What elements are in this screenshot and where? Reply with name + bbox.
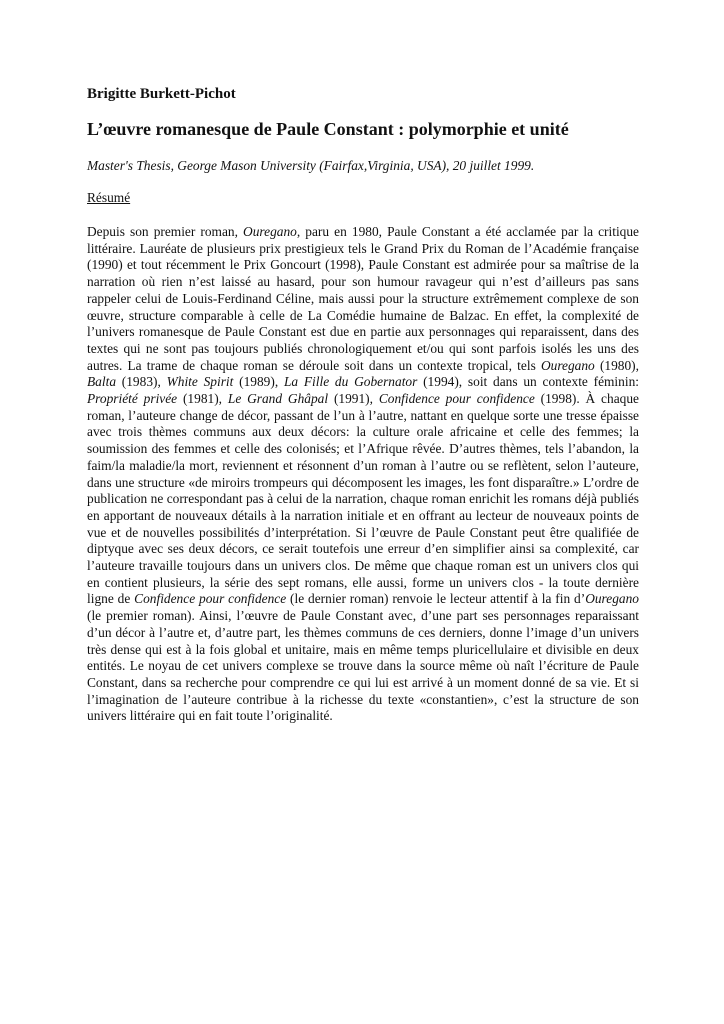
abstract-text: , paru en 1980, Paule Constant a été acclamée par la critique littéraire. Lauréate de plusieurs prix prestigieux tels le Grand Prix du Roman de l’Académie française (1990) et tout récemment le Prix Goncourt (1998), Paule Constant est admirée pour sa maîtrise de la narration où rien n’est laissé au hasard, pour son humour ravageur qui n’est d’ailleurs pas sans rappeler celui de Louis-Ferdinand Céline, mais aussi pour la structure extrêmement complexe de son œuvre, structure comparable à celle de La Comédie humaine de Balzac. En effet, la complexité de l’univers romanesque de Paule Constant est due en partie aux personnages qui reparaissent, dans des textes qui ne sont pas toujours publiés chronologiquement et/ou qui sont parfois isolés les uns des autres. La trame de chaque roman se déroule soit dans un contexte tropical, tels	[87, 224, 639, 373]
author-name: Brigitte Burkett-Pichot	[87, 86, 236, 102]
book-title: Ouregano	[585, 591, 639, 607]
abstract-heading: Résumé	[87, 190, 131, 205]
book-title: Propriété privée	[87, 391, 178, 407]
book-title: White Spirit	[166, 374, 234, 390]
book-title: La Fille du Gobernator	[283, 374, 418, 390]
abstract-text: (le premier roman). Ainsi, l’œuvre de Paule Constant avec, d’une part ses personnages reparaissant d’un décor à l’autre et, d’autre part, les thèmes communs de ces derniers, donne l’image d’un univers très dense qui est à la fois global et unitaire, mais en même temps pluricellulaire et divisible en deux entités. Le noyau de cet univers complexe se trouve dans la source même où naît l’écriture de Paule Constant, dans sa recherche pour comprendre ce qui lui est arrivé à un moment donné de sa vie. Et si l’imagination de l’auteure contribue à la richesse du texte «constantien», c’est la structure de son univers littéraire qui en fait toute l’originalité.	[87, 608, 639, 724]
book-title: Confidence pour confidence	[378, 391, 535, 407]
abstract-paragraph	[87, 224, 639, 725]
abstract-text: (1989),	[233, 374, 284, 390]
abstract-text: Depuis son premier roman,	[87, 224, 244, 239]
abstract-text: (1981),	[177, 391, 228, 407]
book-title: Ouregano	[243, 224, 297, 239]
thesis-info: Master's Thesis, George Mason University (Fairfax,Virginia, USA), 20 juillet 1999.	[87, 158, 535, 173]
abstract-text: (1983),	[116, 374, 167, 390]
abstract-text: (1991),	[328, 391, 379, 407]
abstract-text: (1994), soit dans un contexte féminin:	[417, 374, 639, 390]
book-title: Le Grand Ghâpal	[227, 391, 329, 407]
document-title: L’œuvre romanesque de Paule Constant : polymorphie et unité	[87, 119, 569, 139]
document-page	[87, 84, 639, 725]
abstract-text: (1980),	[594, 357, 639, 373]
abstract-text: (1998). À chaque roman, l’auteure change de décor, passant de l’un à l’autre, nattant en quelque sorte une tresse épaisse avec trois thèmes communs aux deux décors: la culture orale africaine et celle des femmes; la soumission des femmes et celle des colonisés; et l’Afrique rêvée. D’autres thèmes, tels l’abandon, la faim/la maladie/la mort, reviennent et résonnent d’un roman à l’autre ou se reflètent, selon l’auteure, dans une structure «de miroirs trompeurs qui décomposent les images, les font disparaître.» L’ordre de publication ne correspondant pas à celui de la narration, chaque roman enrichit les romans déjà publiés en apportant de nouveaux détails à la narration initiale et en offrant au lecteur de nouveaux points de vue et de nouvelles possibilités d’interprétation. Si l’œuvre de Paule Constant peut être qualifiée de diptyque avec ses deux décors, ce serait toutefois une erreur d’en simplifier ainsi sa complexité, car l’auteure travaille toujours dans un univers clos. De même que chaque roman est un univers clos qui en contient plusieurs, la série des sept romans, elle aussi, forme un univers clos - la toute dernière ligne de	[87, 391, 639, 607]
book-title: Confidence pour confidence	[134, 591, 287, 607]
book-title: Ouregano	[540, 357, 595, 373]
book-title: Balta	[87, 374, 117, 390]
abstract-text: (le dernier roman) renvoie le lecteur attentif à la fin d’	[286, 591, 586, 607]
